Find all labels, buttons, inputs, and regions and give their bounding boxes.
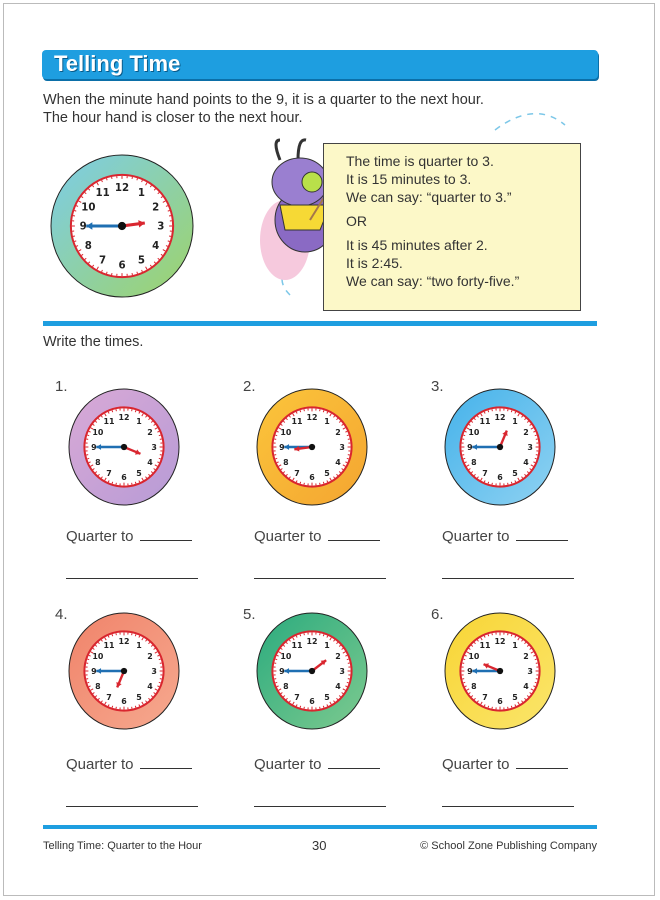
hour-answer-blank[interactable]: [328, 540, 380, 541]
svg-text:3: 3: [527, 442, 533, 452]
time-answer-line[interactable]: [254, 806, 386, 807]
explanation-note: [323, 143, 581, 311]
note-line: The time is quarter to 3.: [346, 153, 494, 169]
svg-text:8: 8: [283, 457, 289, 467]
hour-answer-blank[interactable]: [140, 540, 192, 541]
svg-text:12: 12: [306, 412, 318, 422]
quarter-to-prompt: [66, 756, 192, 773]
intro-line-1: When the minute hand points to the 9, it is a quarter to the next hour.: [43, 92, 484, 108]
footer-divider: [43, 825, 597, 829]
note-or: OR: [346, 213, 367, 229]
quarter-to-prompt: [254, 528, 380, 545]
svg-text:2: 2: [152, 202, 160, 214]
svg-text:1: 1: [136, 640, 142, 650]
svg-text:11: 11: [291, 640, 303, 650]
exercise-number: 6.: [431, 606, 444, 623]
svg-text:4: 4: [523, 681, 529, 691]
time-answer-line[interactable]: [442, 806, 574, 807]
svg-text:1: 1: [512, 416, 518, 426]
prompt-label: Quarter to: [254, 528, 322, 545]
exercise-number: 4.: [55, 606, 68, 623]
exercise-clock: [68, 612, 180, 730]
svg-text:1: 1: [137, 188, 145, 200]
hour-answer-blank[interactable]: [516, 540, 568, 541]
svg-text:3: 3: [339, 442, 345, 452]
note-line: We can say: “quarter to 3.”: [346, 189, 512, 205]
svg-text:3: 3: [151, 666, 157, 676]
svg-text:9: 9: [467, 442, 473, 452]
note-line: It is 15 minutes to 3.: [346, 171, 472, 187]
svg-text:11: 11: [479, 416, 491, 426]
svg-text:9: 9: [79, 221, 87, 233]
page-number: 30: [312, 838, 327, 853]
hour-answer-blank[interactable]: [140, 768, 192, 769]
svg-text:10: 10: [92, 651, 104, 661]
svg-text:3: 3: [157, 221, 165, 233]
hour-answer-blank[interactable]: [328, 768, 380, 769]
svg-text:1: 1: [324, 640, 330, 650]
prompt-label: Quarter to: [254, 756, 322, 773]
svg-text:6: 6: [309, 472, 315, 482]
svg-text:6: 6: [118, 260, 126, 272]
svg-text:9: 9: [279, 666, 285, 676]
svg-text:11: 11: [291, 416, 303, 426]
page-title: Telling Time: [54, 51, 181, 76]
exercise-clock: [256, 612, 368, 730]
svg-text:11: 11: [103, 416, 115, 426]
svg-text:5: 5: [512, 468, 518, 478]
svg-text:10: 10: [92, 427, 104, 437]
svg-text:2: 2: [523, 427, 529, 437]
svg-text:1: 1: [324, 416, 330, 426]
svg-text:6: 6: [309, 696, 315, 706]
svg-text:7: 7: [482, 692, 488, 702]
footer-left: Telling Time: Quarter to the Hour: [43, 840, 202, 852]
note-line: We can say: “two forty-five.”: [346, 273, 520, 289]
quarter-to-prompt: [442, 756, 568, 773]
svg-text:7: 7: [106, 692, 112, 702]
exercise-number: 5.: [243, 606, 256, 623]
prompt-label: Quarter to: [66, 756, 134, 773]
svg-text:12: 12: [494, 412, 506, 422]
prompt-label: Quarter to: [66, 528, 134, 545]
svg-text:7: 7: [294, 468, 300, 478]
svg-text:8: 8: [471, 457, 477, 467]
svg-text:10: 10: [468, 651, 480, 661]
exercise-clock: [444, 612, 556, 730]
time-answer-line[interactable]: [66, 806, 198, 807]
quarter-to-prompt: [442, 528, 568, 545]
time-answer-line[interactable]: [254, 578, 386, 579]
svg-text:4: 4: [335, 681, 341, 691]
svg-text:6: 6: [121, 696, 127, 706]
svg-text:8: 8: [84, 241, 92, 253]
time-answer-line[interactable]: [66, 578, 198, 579]
hour-answer-blank[interactable]: [516, 768, 568, 769]
svg-text:5: 5: [324, 692, 330, 702]
example-clock: [50, 154, 194, 298]
svg-text:12: 12: [494, 636, 506, 646]
svg-text:11: 11: [95, 188, 110, 200]
svg-text:8: 8: [283, 681, 289, 691]
svg-text:2: 2: [147, 651, 153, 661]
instruction: Write the times.: [43, 334, 144, 350]
note-line: It is 45 minutes after 2.: [346, 237, 488, 253]
svg-text:9: 9: [279, 442, 285, 452]
svg-text:6: 6: [497, 472, 503, 482]
svg-text:7: 7: [99, 255, 107, 267]
svg-text:6: 6: [121, 472, 127, 482]
svg-text:10: 10: [81, 202, 96, 214]
svg-text:12: 12: [118, 412, 130, 422]
svg-text:7: 7: [106, 468, 112, 478]
exercise-number: 3.: [431, 378, 444, 395]
svg-text:1: 1: [512, 640, 518, 650]
svg-text:5: 5: [136, 692, 142, 702]
footer-right: © School Zone Publishing Company: [420, 840, 597, 852]
note-line: It is 2:45.: [346, 255, 403, 271]
svg-text:8: 8: [95, 681, 101, 691]
svg-text:4: 4: [152, 241, 160, 253]
svg-text:3: 3: [527, 666, 533, 676]
svg-text:8: 8: [471, 681, 477, 691]
svg-text:6: 6: [497, 696, 503, 706]
intro-line-2: The hour hand is closer to the next hour.: [43, 110, 303, 126]
svg-text:9: 9: [91, 666, 97, 676]
svg-text:12: 12: [114, 182, 130, 194]
prompt-label: Quarter to: [442, 528, 510, 545]
svg-text:11: 11: [479, 640, 491, 650]
svg-text:2: 2: [147, 427, 153, 437]
svg-text:10: 10: [280, 427, 292, 437]
quarter-to-prompt: [254, 756, 380, 773]
svg-text:4: 4: [335, 457, 341, 467]
svg-text:2: 2: [523, 651, 529, 661]
svg-text:9: 9: [91, 442, 97, 452]
prompt-label: Quarter to: [442, 756, 510, 773]
exercise-number: 1.: [55, 378, 68, 395]
svg-text:2: 2: [335, 651, 341, 661]
svg-text:8: 8: [95, 457, 101, 467]
svg-text:5: 5: [136, 468, 142, 478]
svg-text:5: 5: [137, 255, 145, 267]
svg-text:2: 2: [335, 427, 341, 437]
svg-text:4: 4: [147, 457, 153, 467]
exercise-number: 2.: [243, 378, 256, 395]
svg-text:4: 4: [523, 457, 529, 467]
svg-text:3: 3: [339, 666, 345, 676]
svg-text:7: 7: [482, 468, 488, 478]
exercise-clock: [256, 388, 368, 506]
svg-text:4: 4: [147, 681, 153, 691]
svg-text:7: 7: [294, 692, 300, 702]
exercise-clock: [68, 388, 180, 506]
svg-text:12: 12: [118, 636, 130, 646]
svg-text:3: 3: [151, 442, 157, 452]
svg-text:10: 10: [468, 427, 480, 437]
svg-text:9: 9: [467, 666, 473, 676]
title-bar: [42, 50, 598, 79]
svg-text:1: 1: [136, 416, 142, 426]
section-divider: [43, 321, 597, 326]
svg-text:10: 10: [280, 651, 292, 661]
svg-text:5: 5: [324, 468, 330, 478]
time-answer-line[interactable]: [442, 578, 574, 579]
exercise-clock: [444, 388, 556, 506]
svg-text:11: 11: [103, 640, 115, 650]
quarter-to-prompt: [66, 528, 192, 545]
svg-text:5: 5: [512, 692, 518, 702]
svg-text:12: 12: [306, 636, 318, 646]
